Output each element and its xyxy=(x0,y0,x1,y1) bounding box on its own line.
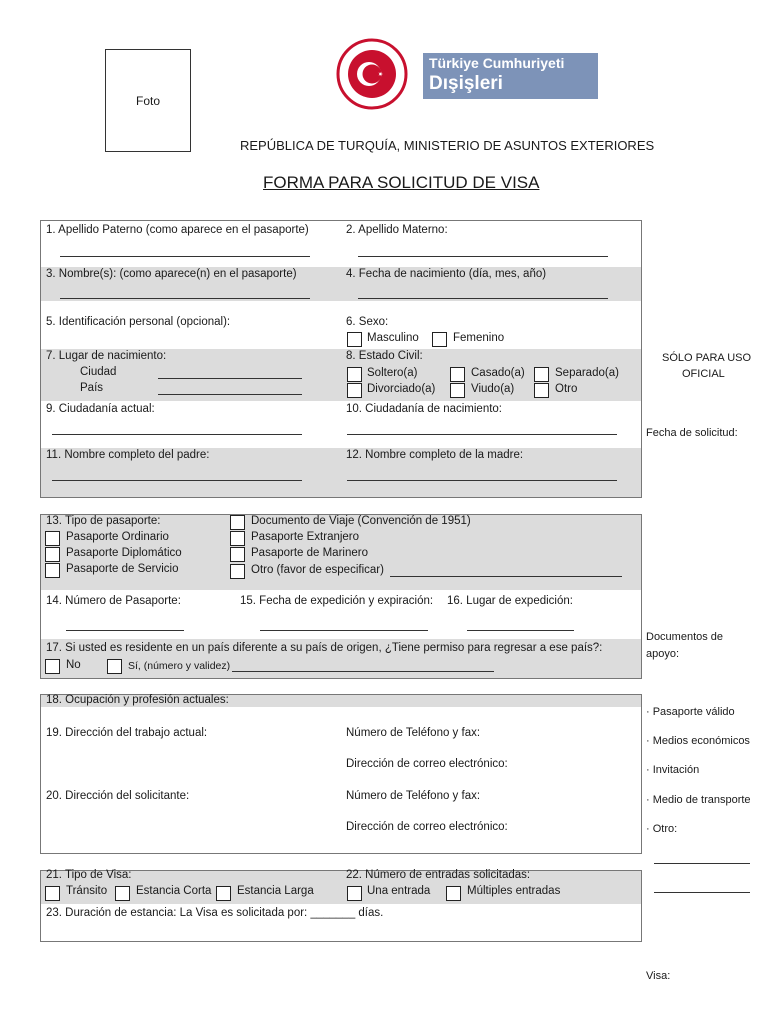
photo-box xyxy=(105,49,191,152)
single-label: Soltero(a) xyxy=(367,367,418,379)
q15-field[interactable] xyxy=(260,630,428,631)
turkish-seal-icon xyxy=(336,38,408,110)
ministry-logo xyxy=(336,38,598,118)
q20-label: 20. Dirección del solicitante: xyxy=(46,790,190,802)
q10-label: 10. Ciudadanía de nacimiento: xyxy=(346,403,502,415)
q3-label: 3. Nombre(s): (como aparece(n) en el pasaporte) xyxy=(46,268,297,280)
country-field[interactable] xyxy=(158,394,302,395)
doc-item: · Pasaporte válido xyxy=(646,706,735,718)
long-stay-checkbox[interactable] xyxy=(216,886,231,901)
official-use-line2: OFICIAL xyxy=(682,368,725,380)
multiple-entries-label: Múltiples entradas xyxy=(467,885,561,897)
separated-checkbox[interactable] xyxy=(534,367,549,382)
section-occupation xyxy=(40,694,642,854)
q13-label: 13. Tipo de pasaporte: xyxy=(46,515,161,527)
seaman-label: Pasaporte de Marinero xyxy=(251,547,368,559)
short-stay-label: Estancia Corta xyxy=(136,885,212,897)
q2-label: 2. Apellido Materno: xyxy=(346,224,448,236)
q12-field[interactable] xyxy=(347,480,617,481)
q3-field[interactable] xyxy=(60,298,310,299)
ministry-name: REPÚBLICA DE TURQUÍA, MINISTERIO DE ASUNTOS EXTERIORES xyxy=(240,138,655,153)
long-stay-label: Estancia Larga xyxy=(237,885,314,897)
transit-label: Tránsito xyxy=(66,885,108,897)
passport-other-checkbox[interactable] xyxy=(230,564,245,579)
sex-male-label: Masculino xyxy=(367,332,419,344)
q17-yes-checkbox[interactable] xyxy=(107,659,122,674)
photo-label: Foto xyxy=(135,93,160,108)
other-doc-field-2[interactable] xyxy=(654,892,750,893)
q17-no-checkbox[interactable] xyxy=(45,659,60,674)
service-checkbox[interactable] xyxy=(45,563,60,578)
official-use-line1: SÓLO PARA USO xyxy=(662,352,752,364)
single-checkbox[interactable] xyxy=(347,367,362,382)
divorced-checkbox[interactable] xyxy=(347,383,362,398)
q17-yes-label: Sí, (número y validez) xyxy=(128,660,231,672)
q12-label: 12. Nombre completo de la madre: xyxy=(346,449,524,461)
visa-label: Visa: xyxy=(646,970,671,982)
q8-label: 8. Estado Civil: xyxy=(346,350,423,362)
page-title: FORMA PARA SOLICITUD DE VISA xyxy=(263,173,540,192)
q17-no-label: No xyxy=(66,659,81,671)
widowed-checkbox[interactable] xyxy=(450,383,465,398)
civil-other-checkbox[interactable] xyxy=(534,383,549,398)
email-label-1: Dirección de correo electrónico: xyxy=(346,758,508,770)
seaman-checkbox[interactable] xyxy=(230,547,245,562)
q11-field[interactable] xyxy=(52,480,302,481)
supporting-docs-line1: Documentos de xyxy=(646,631,724,643)
foreign-checkbox[interactable] xyxy=(230,531,245,546)
q7-label: 7. Lugar de nacimiento: xyxy=(46,350,167,362)
sex-female-checkbox[interactable] xyxy=(432,332,447,347)
q22-label: 22. Número de entradas solicitadas: xyxy=(346,869,531,881)
q21-label: 21. Tipo de Visa: xyxy=(46,869,132,881)
email-label-2: Dirección de correo electrónico: xyxy=(346,821,508,833)
single-entry-checkbox[interactable] xyxy=(347,886,362,901)
foreign-label: Pasaporte Extranjero xyxy=(251,531,360,543)
q2-field[interactable] xyxy=(358,256,608,257)
phone-fax-label-1: Número de Teléfono y fax: xyxy=(346,727,481,739)
married-label: Casado(a) xyxy=(471,367,525,379)
multiple-entries-checkbox[interactable] xyxy=(446,886,461,901)
ordinary-checkbox[interactable] xyxy=(45,531,60,546)
city-field[interactable] xyxy=(158,378,302,379)
q6-label: 6. Sexo: xyxy=(346,316,389,328)
q14-label: 14. Número de Pasaporte: xyxy=(46,595,181,607)
separated-label: Separado(a) xyxy=(555,367,619,379)
q4-label: 4. Fecha de nacimiento (día, mes, año) xyxy=(346,268,547,280)
doc-item: · Invitación xyxy=(646,764,700,776)
q9-field[interactable] xyxy=(52,434,302,435)
phone-fax-label-2: Número de Teléfono y fax: xyxy=(346,790,481,802)
diplomatic-checkbox[interactable] xyxy=(45,547,60,562)
supporting-docs-line2: apoyo: xyxy=(646,648,680,660)
doc-item: · Medios económicos xyxy=(646,735,750,747)
other-doc-field-1[interactable] xyxy=(654,863,750,864)
passport-other-field[interactable] xyxy=(390,576,622,577)
travel-doc-checkbox[interactable] xyxy=(230,515,245,530)
short-stay-checkbox[interactable] xyxy=(115,886,130,901)
city-label: Ciudad xyxy=(80,366,117,378)
doc-item: · Medio de transporte xyxy=(646,794,751,806)
civil-other-label: Otro xyxy=(555,383,578,395)
married-checkbox[interactable] xyxy=(450,367,465,382)
ordinary-label: Pasaporte Ordinario xyxy=(66,531,169,543)
service-label: Pasaporte de Servicio xyxy=(66,563,179,575)
q17-field[interactable] xyxy=(232,671,494,672)
logo-line1: Türkiye Cumhuriyeti xyxy=(429,55,565,71)
single-entry-label: Una entrada xyxy=(367,885,431,897)
sex-female-label: Femenino xyxy=(453,332,505,344)
q17-label: 17. Si usted es residente en un país diferente a su país de origen, ¿Tiene permiso para regresar a ese país?: xyxy=(46,642,603,654)
q18-label: 18. Ocupación y profesión actuales: xyxy=(46,694,229,706)
q1-field[interactable] xyxy=(60,256,310,257)
country-label: País xyxy=(80,382,104,394)
divorced-label: Divorciado(a) xyxy=(367,383,436,395)
q16-field[interactable] xyxy=(467,630,574,631)
q15-label: 15. Fecha de expedición y expiración: xyxy=(240,595,434,607)
q9-label: 9. Ciudadanía actual: xyxy=(46,403,155,415)
widowed-label: Viudo(a) xyxy=(471,383,515,395)
sex-male-checkbox[interactable] xyxy=(347,332,362,347)
logo-banner xyxy=(423,53,598,118)
q11-label: 11. Nombre completo del padre: xyxy=(46,449,210,461)
q4-field[interactable] xyxy=(358,298,608,299)
logo-line2: Dışişleri Bakanlığı xyxy=(429,73,514,118)
q5-label: 5. Identificación personal (opcional): xyxy=(46,316,231,328)
q14-field[interactable] xyxy=(66,630,184,631)
q1-label: 1. Apellido Paterno (como aparece en el pasaporte) xyxy=(46,224,309,236)
application-date-label: Fecha de solicitud: xyxy=(646,427,738,439)
transit-checkbox[interactable] xyxy=(45,886,60,901)
travel-doc-label: Documento de Viaje (Convención de 1951) xyxy=(251,515,471,527)
q10-field[interactable] xyxy=(347,434,617,435)
q16-label: 16. Lugar de expedición: xyxy=(447,595,573,607)
diplomatic-label: Pasaporte Diplomático xyxy=(66,547,182,559)
passport-other-label: Otro (favor de especificar) xyxy=(251,564,384,576)
doc-item: · Otro: xyxy=(646,823,678,835)
q19-label: 19. Dirección del trabajo actual: xyxy=(46,727,208,739)
q23-label: 23. Duración de estancia: La Visa es solicitada por: _______ días. xyxy=(46,907,384,919)
